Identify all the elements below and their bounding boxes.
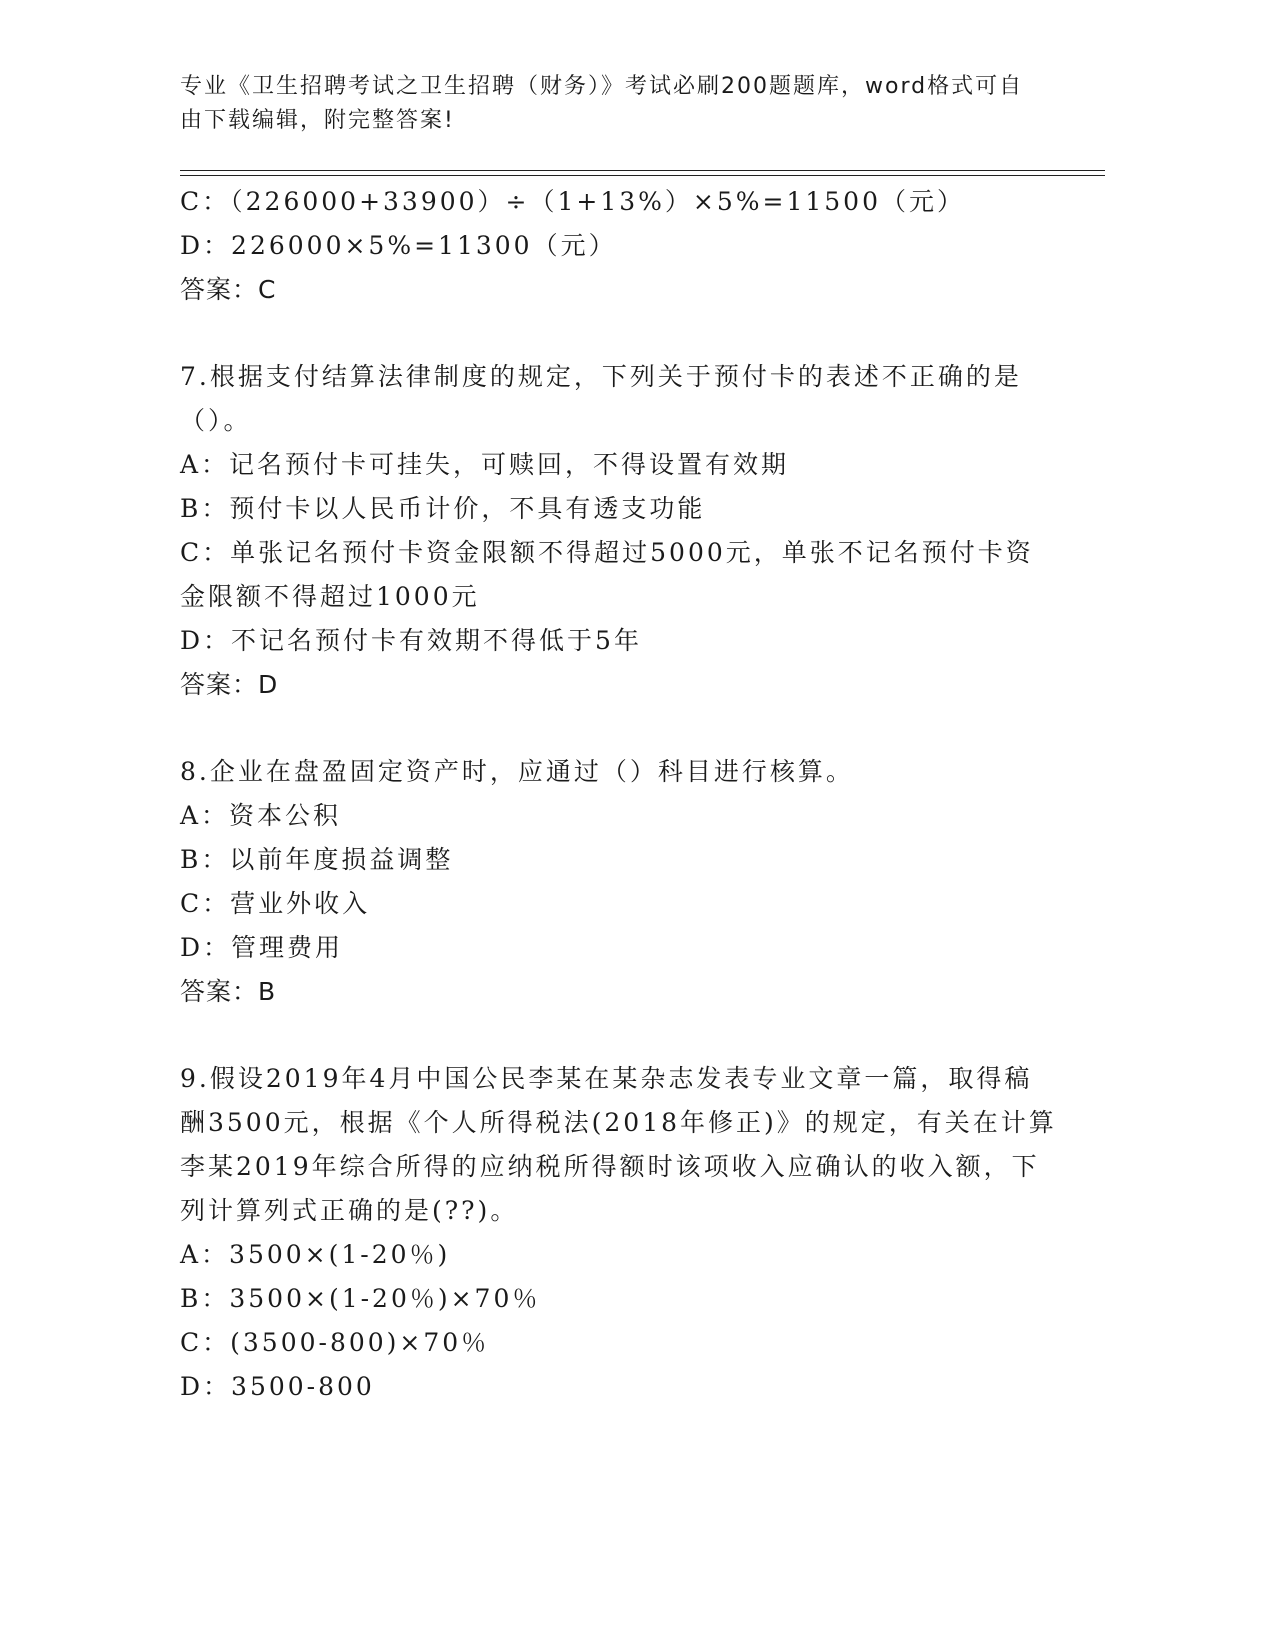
answer-text: 答案：C: [180, 275, 277, 304]
question-stem-cont: （）。: [180, 406, 252, 435]
option-c: C：（226000+33900）÷（1+13%）×5%=11500（元）: [180, 187, 965, 216]
answer-text: 答案：D: [180, 670, 279, 699]
question-list: [180, 180, 1060, 1409]
option-c-cont: 金限额不得超过1000元: [180, 582, 480, 611]
document-header: [180, 70, 1040, 138]
previous-question-tail: [180, 180, 1060, 312]
header-line-1: 专业《卫生招聘考试之卫生招聘（财务）》考试必刷200题题库，word格式可自: [180, 74, 1024, 99]
option-d: D：3500-800: [180, 1372, 375, 1401]
question-stem-cont: 酬3500元，根据《个人所得税法(2018年修正)》的规定，有关在计算: [180, 1108, 1057, 1137]
option-b: B：预付卡以人民币计价，不具有透支功能: [180, 494, 706, 523]
option-d: D：226000×5%=11300（元）: [180, 231, 617, 260]
option-c: C：营业外收入: [180, 889, 371, 918]
option-b: B：以前年度损益调整: [180, 845, 454, 874]
option-c: C：单张记名预付卡资金限额不得超过5000元，单张不记名预付卡资: [180, 538, 1034, 567]
question-stem-cont: 列计算列式正确的是(??)。: [180, 1196, 519, 1225]
option-a: A：3500×(1-20％): [180, 1240, 451, 1269]
header-line-2: 由下载编辑，附完整答案!: [180, 108, 455, 133]
option-a: A：记名预付卡可挂失，可赎回，不得设置有效期: [180, 450, 790, 479]
question-8: [180, 750, 1060, 1014]
option-c: C：(3500-800)×70％: [180, 1328, 490, 1357]
answer-text: 答案：B: [180, 977, 277, 1006]
option-d: D：不记名预付卡有效期不得低于5年: [180, 626, 642, 655]
option-a: A：资本公积: [180, 801, 342, 830]
question-stem: 9.假设2019年4月中国公民李某在某杂志发表专业文章一篇，取得稿: [180, 1064, 1033, 1093]
question-stem: 8.企业在盘盈固定资产时，应通过（）科目进行核算。: [180, 757, 854, 786]
question-stem-cont: 李某2019年综合所得的应纳税所得额时该项收入应确认的收入额，下: [180, 1152, 1040, 1181]
question-stem: 7.根据支付结算法律制度的规定，下列关于预付卡的表述不正确的是: [180, 362, 1022, 391]
option-b: B：3500×(1-20％)×70％: [180, 1284, 541, 1313]
header-rule-bottom: [180, 175, 1105, 176]
question-9: [180, 1057, 1060, 1409]
question-7: [180, 355, 1060, 707]
header-rule-top: [180, 170, 1105, 171]
option-d: D：管理费用: [180, 933, 344, 962]
